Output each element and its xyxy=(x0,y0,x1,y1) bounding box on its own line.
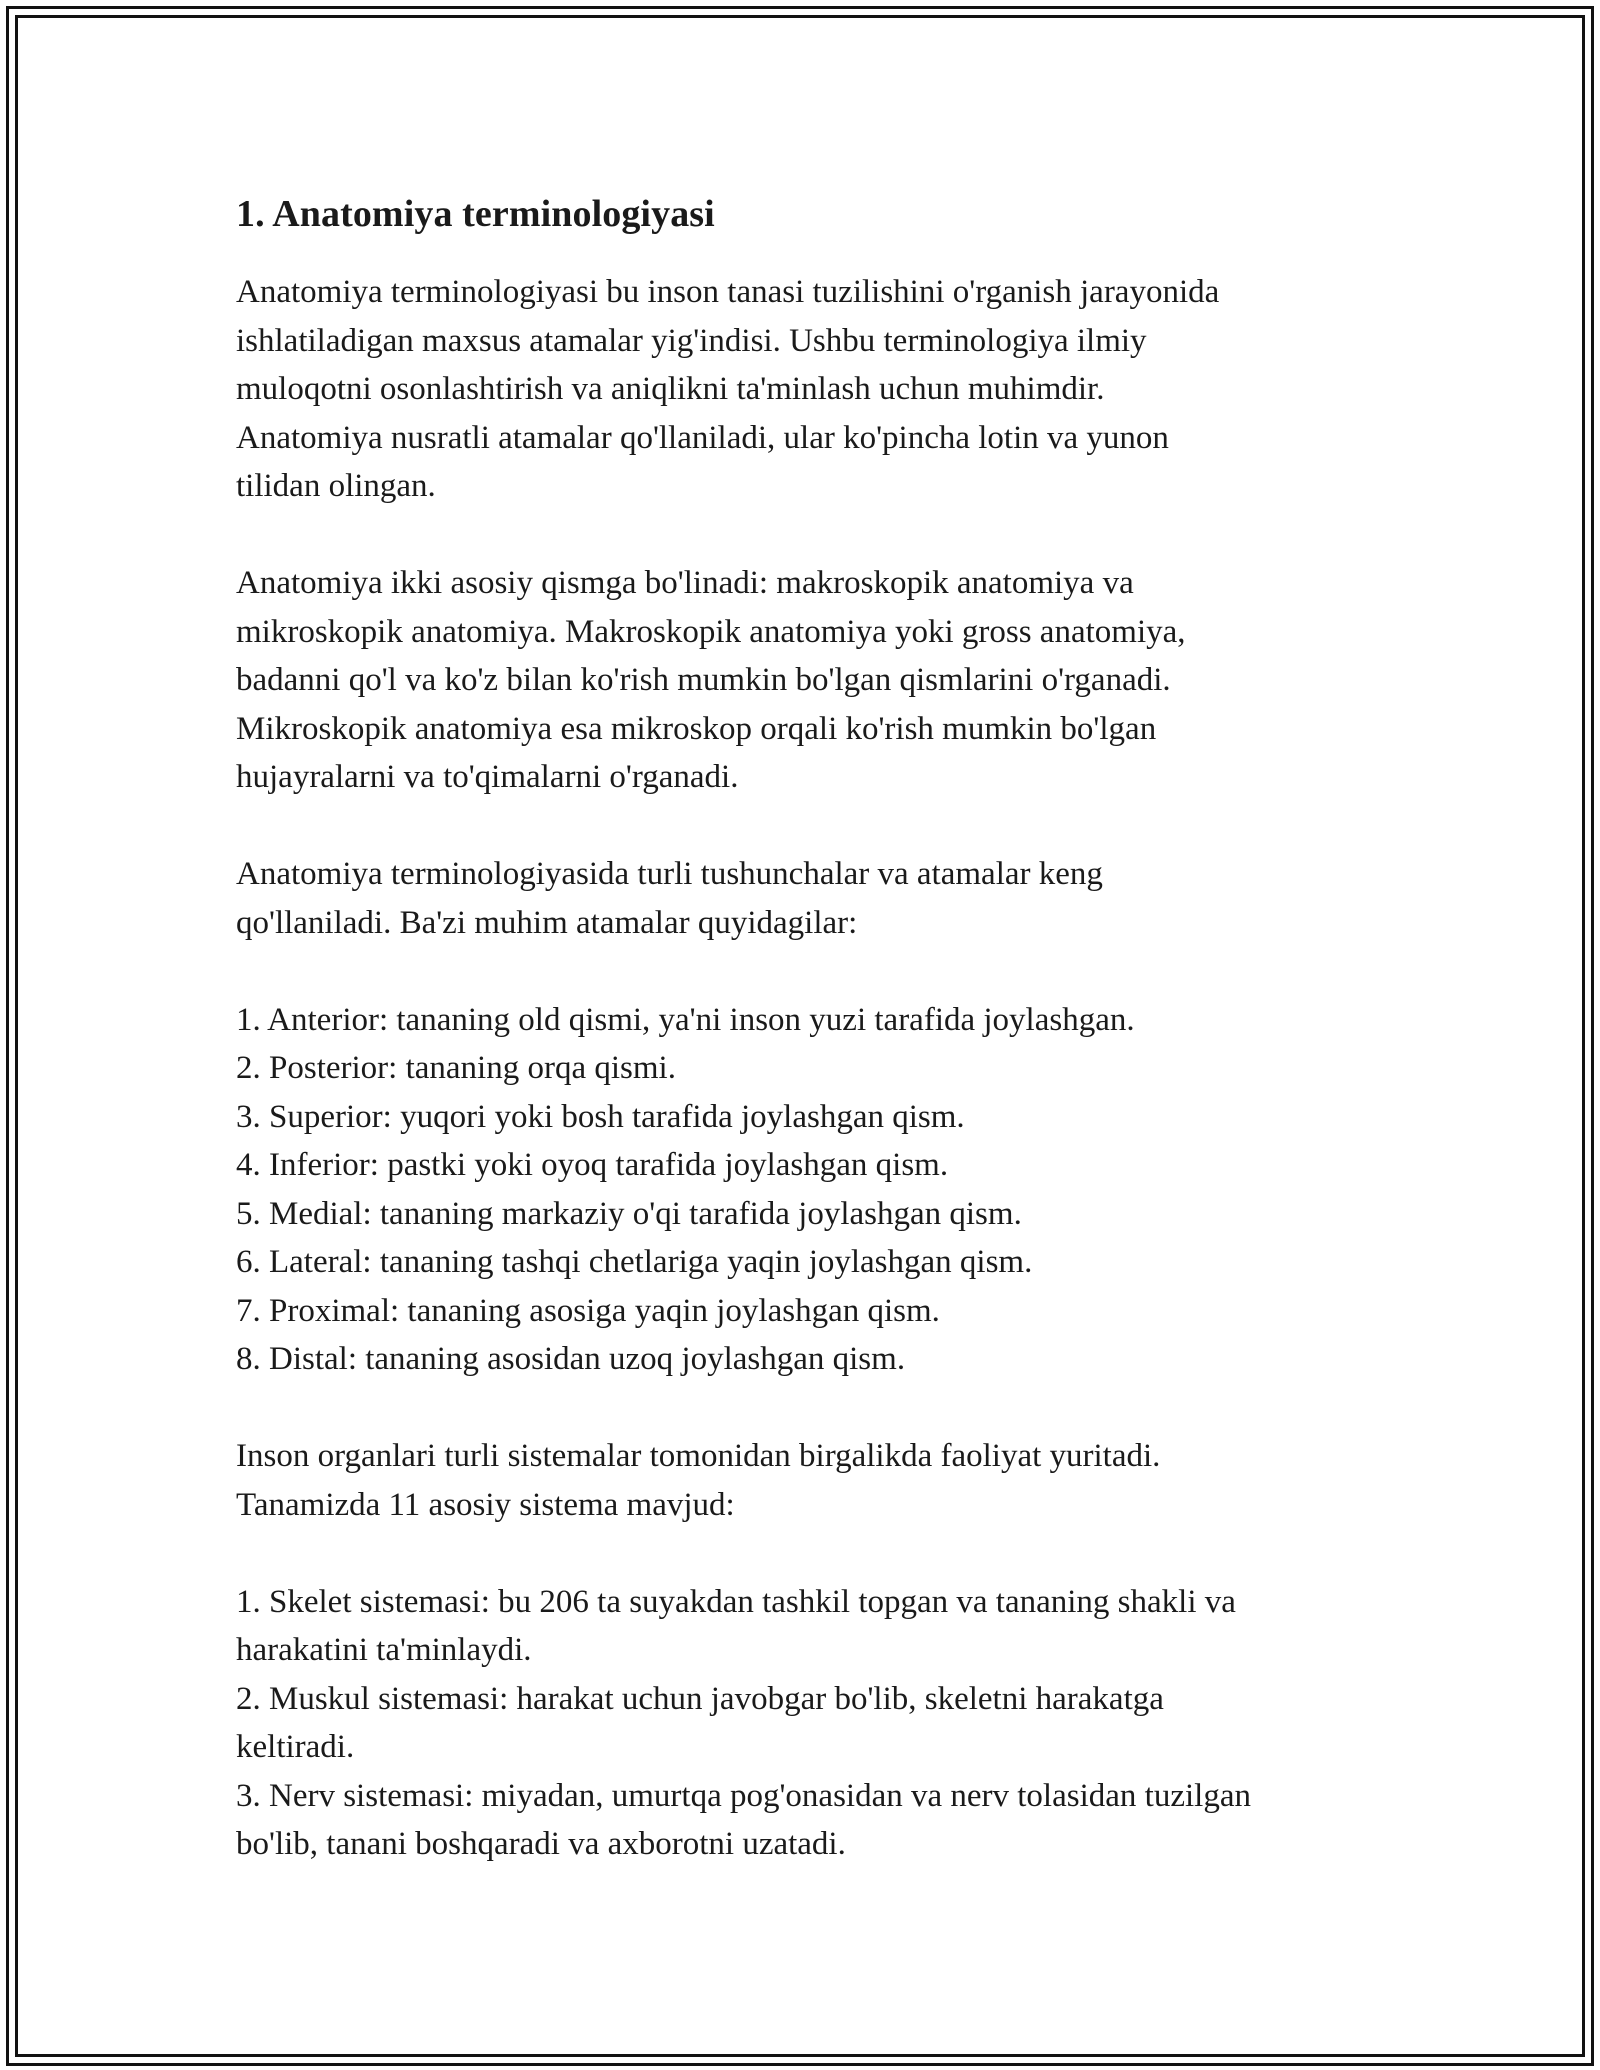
intro-paragraph: Anatomiya terminologiyasi bu inson tanasi tuzilishini o'rganish jarayonida ishlatiladigan maxsus atamalar yig'indisi. Ushbu terminologiya ilmiy muloqotni osonlashtirish va aniqlikni ta'minlash uchun muhimdir. Anatomiya nusratli atamalar qo'llaniladi, ular ko'pincha lotin va yunon tilidan olingan. xyxy=(236,274,1220,504)
directional-terms-list: 1. Anterior: tananing old qismi, ya'ni inson yuzi tarafida joylashgan. 2. Posterior: tananing orqa qismi. 3. Superior: yuqori yoki bosh tarafida joylashgan qism. 4. Inferior: pastki yoki oyoq tarafida joylashgan qism. 5. Medial: tananing markaziy o'qi tarafida joylashgan qism. 6. Lateral: tananing tashqi chetlariga yaqin joylashgan qism. 7. Proximal: tananing asosiga yaqin joylashgan qism. 8. Distal: tananing asosidan uzoq joylashgan qism. xyxy=(236,1001,1135,1377)
body-systems-list: 1. Skelet sistemasi: bu 206 ta suyakdan tashkil topgan va tananing shakli va harakatini ta'minlaydi. 2. Muskul sistemasi: harakat uchun javobgar bo'lib, skeletni harakatga keltiradi. 3. Nerv sistemasi: miyadan, umurtqa pog'onasidan va nerv tolasidan tuzilgan bo'lib, tanani boshqaradi va axborotni uzatadi. xyxy=(236,1583,1251,1862)
anatomy-divisions-paragraph: Anatomiya ikki asosiy qismga bo'linadi: makroskopik anatomiya va mikroskopik anatomiya. Makroskopik anatomiya yoki gross anatomiya, badanni qo'l va ko'z bilan ko'rish mumkin bo'lgan qismlarini o'rganadi. Mikroskopik anatomiya esa mikroskop orqali ko'rish mumkin bo'lgan hujayralarni va to'qimalarni o'rganadi. xyxy=(236,565,1186,795)
systems-intro-paragraph: Inson organlari turli sistemalar tomonidan birgalikda faoliyat yuritadi. Tanamizda 11 asosiy sistema mavjud: xyxy=(236,1438,1161,1523)
document-body xyxy=(236,188,1386,1869)
section-title: 1. Anatomiya terminologiyasi xyxy=(236,193,715,235)
terms-intro-paragraph: Anatomiya terminologiyasida turli tushunchalar va atamalar keng qo'llaniladi. Ba'zi muhim atamalar quyidagilar: xyxy=(236,856,1103,941)
